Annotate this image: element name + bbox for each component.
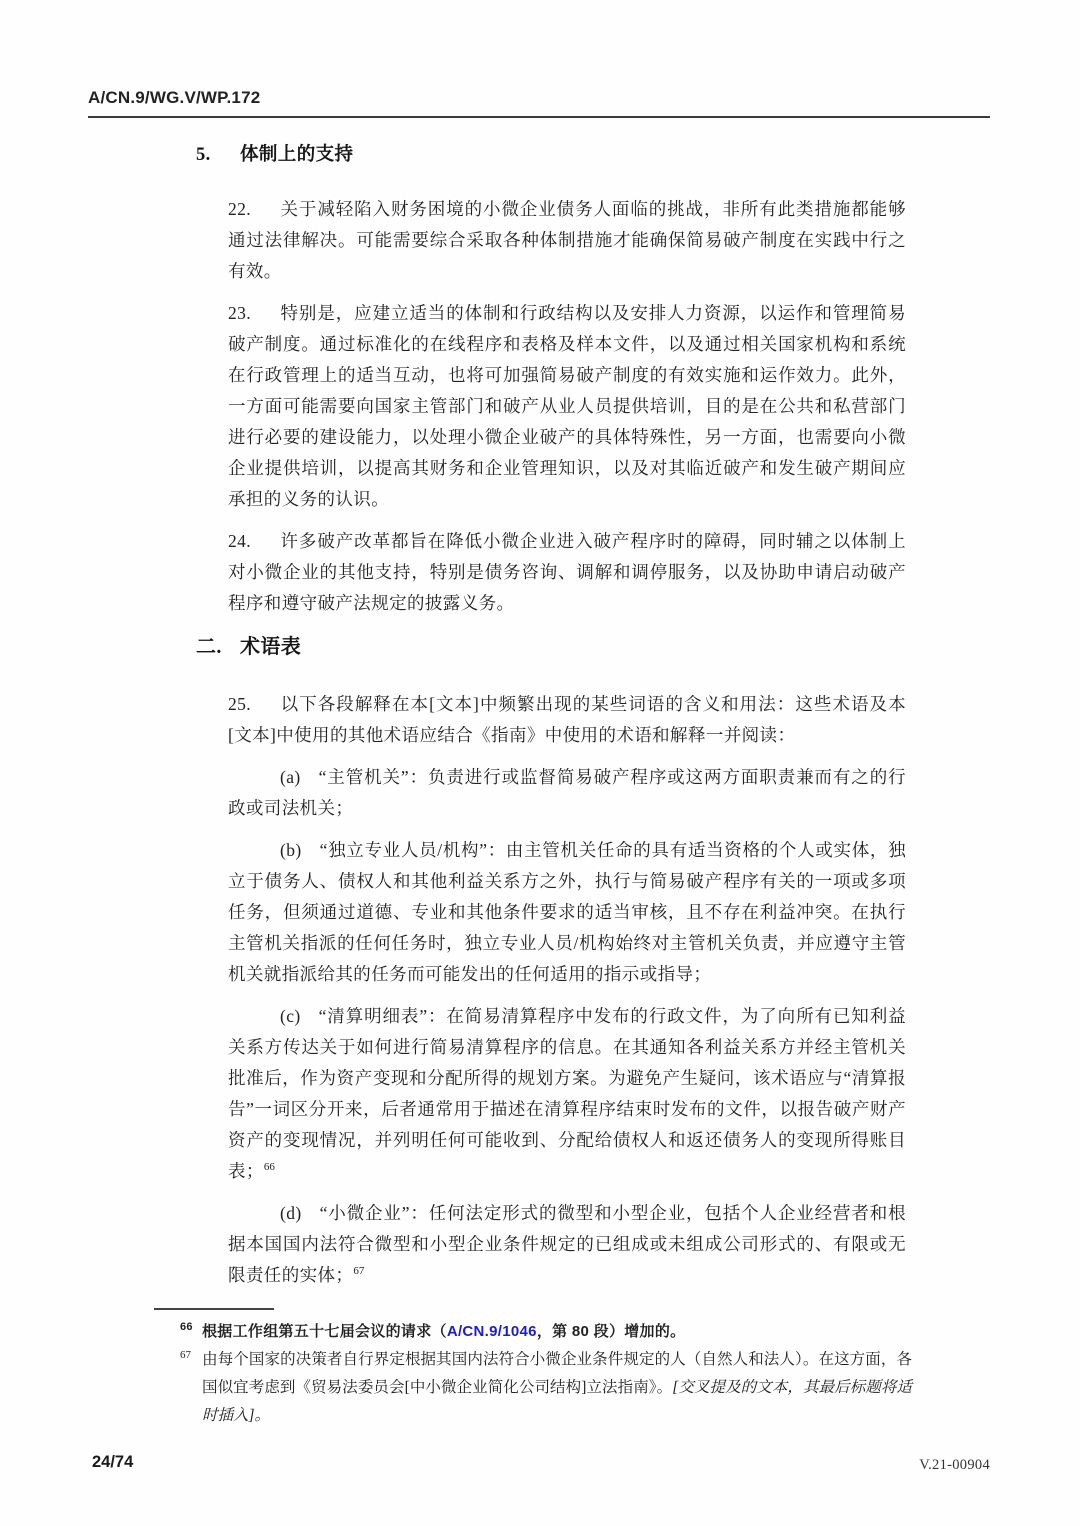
paragraph-25 <box>228 689 906 751</box>
document-body <box>196 142 906 1302</box>
footnote-67-italic-note: [交叉提及的文本，其最后标题将适时插入]。 <box>202 1379 912 1424</box>
doc-code: V.21-00904 <box>919 1457 990 1473</box>
paragraph-25-number: 25. <box>228 694 252 714</box>
glossary-number: 二. <box>196 636 222 658</box>
glossary-item-b <box>228 835 906 990</box>
glossary-item-a-text: “主管机关”：负责进行或监督简易破产程序或这两方面职责兼而有之的行政或司法机关； <box>228 767 906 818</box>
glossary-item-a <box>228 762 906 824</box>
paragraph-23-number: 23. <box>228 303 252 323</box>
doc-symbol: A/CN.9/WG.V/WP.172 <box>88 88 261 107</box>
section-5-title: 体制上的支持 <box>240 145 354 165</box>
glossary-title: 术语表 <box>240 636 302 658</box>
paragraph-25-text: 以下各段解释在本[文本]中频繁出现的某些词语的含义和用法：这些术语及本[文本]中使用的其他术语应结合《指南》中使用的术语和解释一并阅读： <box>228 694 906 745</box>
glossary-item-c-label: (c) <box>280 1006 301 1026</box>
glossary-item-b-text: “独立专业人员/机构”：由主管机关任命的具有适当资格的个人或实体，独立于债务人、债权人和其他利益关系方之外，执行与简易破产程序有关的一项或多项任务，但须通过道德、专业和其他条件要求的适当审核，且不存在利益冲突。在执行主管机关指派的任何任务时，独立专业人员/机构始终对主管机关负责，并应遵守主管机关就指派给其的任务而可能发出的任何适用的指示或指导； <box>228 840 906 984</box>
glossary-item-a-label: (a) <box>280 767 301 787</box>
paragraph-22-number: 22. <box>228 199 252 219</box>
footnote-ref-67: 67 <box>353 1265 365 1278</box>
paragraph-23-text: 特别是，应建立适当的体制和行政结构以及安排人力资源，以运作和管理简易破产制度。通过标准化的在线程序和表格及样本文件，以及通过相关国家机构和系统在行政管理上的适当互动，也将可加强简易破产制度的有效实施和运作效力。此外，一方面可能需要向国家主管部门和破产从业人员提供培训，目的是在公共和私营部门进行必要的建设能力，以处理小微企业破产的具体特殊性，另一方面，也需要向小微企业提供培训，以提高其财务和企业管理知识，以及对其临近破产和发生破产期间应承担的义务的认识。 <box>228 303 906 509</box>
footnote-ref-66: 66 <box>263 1161 275 1174</box>
section-5-heading <box>196 142 906 168</box>
paragraph-24-text: 许多破产改革都旨在降低小微企业进入破产程序时的障碍，同时辅之以体制上对小微企业的其他支持，特别是债务咨询、调解和调停服务，以及协助申请启动破产程序和遵守破产法规定的披露义务。 <box>228 531 906 613</box>
footnote-66: 66 根据工作组第五十七届会议的请求（A/CN.9/1046，第 80 段）增加的。 <box>180 1321 686 1340</box>
footnote-66-document-link[interactable]: A/CN.9/1046 <box>446 1323 537 1340</box>
glossary-heading <box>196 633 906 661</box>
paragraph-23 <box>228 298 906 515</box>
footnote-67-text: 由每个国家的决策者自行界定根据其国内法符合小微企业条件规定的人（自然人和法人）。在这方面，各国似宜考虑到《贸易法委员会[中小微企业简化公司结构]立法指南》。 <box>202 1351 912 1396</box>
glossary-item-d <box>228 1198 906 1291</box>
footnote-66-text-after: ，第 80 段）增加的。 <box>536 1323 686 1340</box>
glossary-item-d-text: “小微企业”：任何法定形式的微型和小型企业，包括个人企业经营者和根据本国国内法符合微型和小型企业条件规定的已组成或未组成公司形式的、有限或无限责任的实体； <box>228 1203 906 1285</box>
page-number: 24/74 <box>92 1453 134 1471</box>
glossary-item-c-text: “清算明细表”：在简易清算程序中发布的行政文件，为了向所有已知利益关系方传达关于如何进行简易清算程序的信息。在其通知各利益关系方并经主管机关批准后，作为资产变现和分配所得的规划方案。为避免产生疑问，该术语应与“清算报告”一词区分开来，后者通常用于描述在清算程序结束时发布的文件，以报告破产财产资产的变现情况，并列明任何可能收到、分配给债权人和返还债务人的变现所得账目表； <box>228 1006 906 1181</box>
paragraph-24-number: 24. <box>228 531 252 551</box>
doc-symbol-header <box>88 88 990 118</box>
paragraph-24 <box>228 526 906 619</box>
footnote-67: 67 由每个国家的决策者自行界定根据其国内法符合小微企业条件规定的人（自然人和法人）。在这方面，各国似宜考虑到《贸易法委员会[中小微企业简化公司结构]立法指南》。[交叉提及的文本，其最后标题将适时插入]。 <box>180 1348 912 1424</box>
section-5-number: 5. <box>196 145 211 165</box>
glossary-item-c <box>228 1001 906 1187</box>
glossary-item-d-label: (d) <box>280 1203 302 1223</box>
footnote-66-text-before: 根据工作组第五十七届会议的请求（ <box>202 1323 447 1340</box>
glossary-item-b-label: (b) <box>280 840 302 860</box>
footnotes-section <box>180 1308 912 1430</box>
paragraph-22 <box>228 194 906 287</box>
footnote-separator-rule <box>154 1308 274 1310</box>
paragraph-22-text: 关于减轻陷入财务困境的小微企业债务人面临的挑战，非所有此类措施都能够通过法律解决。可能需要综合采取各种体制措施才能确保简易破产制度在实践中行之有效。 <box>228 199 906 281</box>
